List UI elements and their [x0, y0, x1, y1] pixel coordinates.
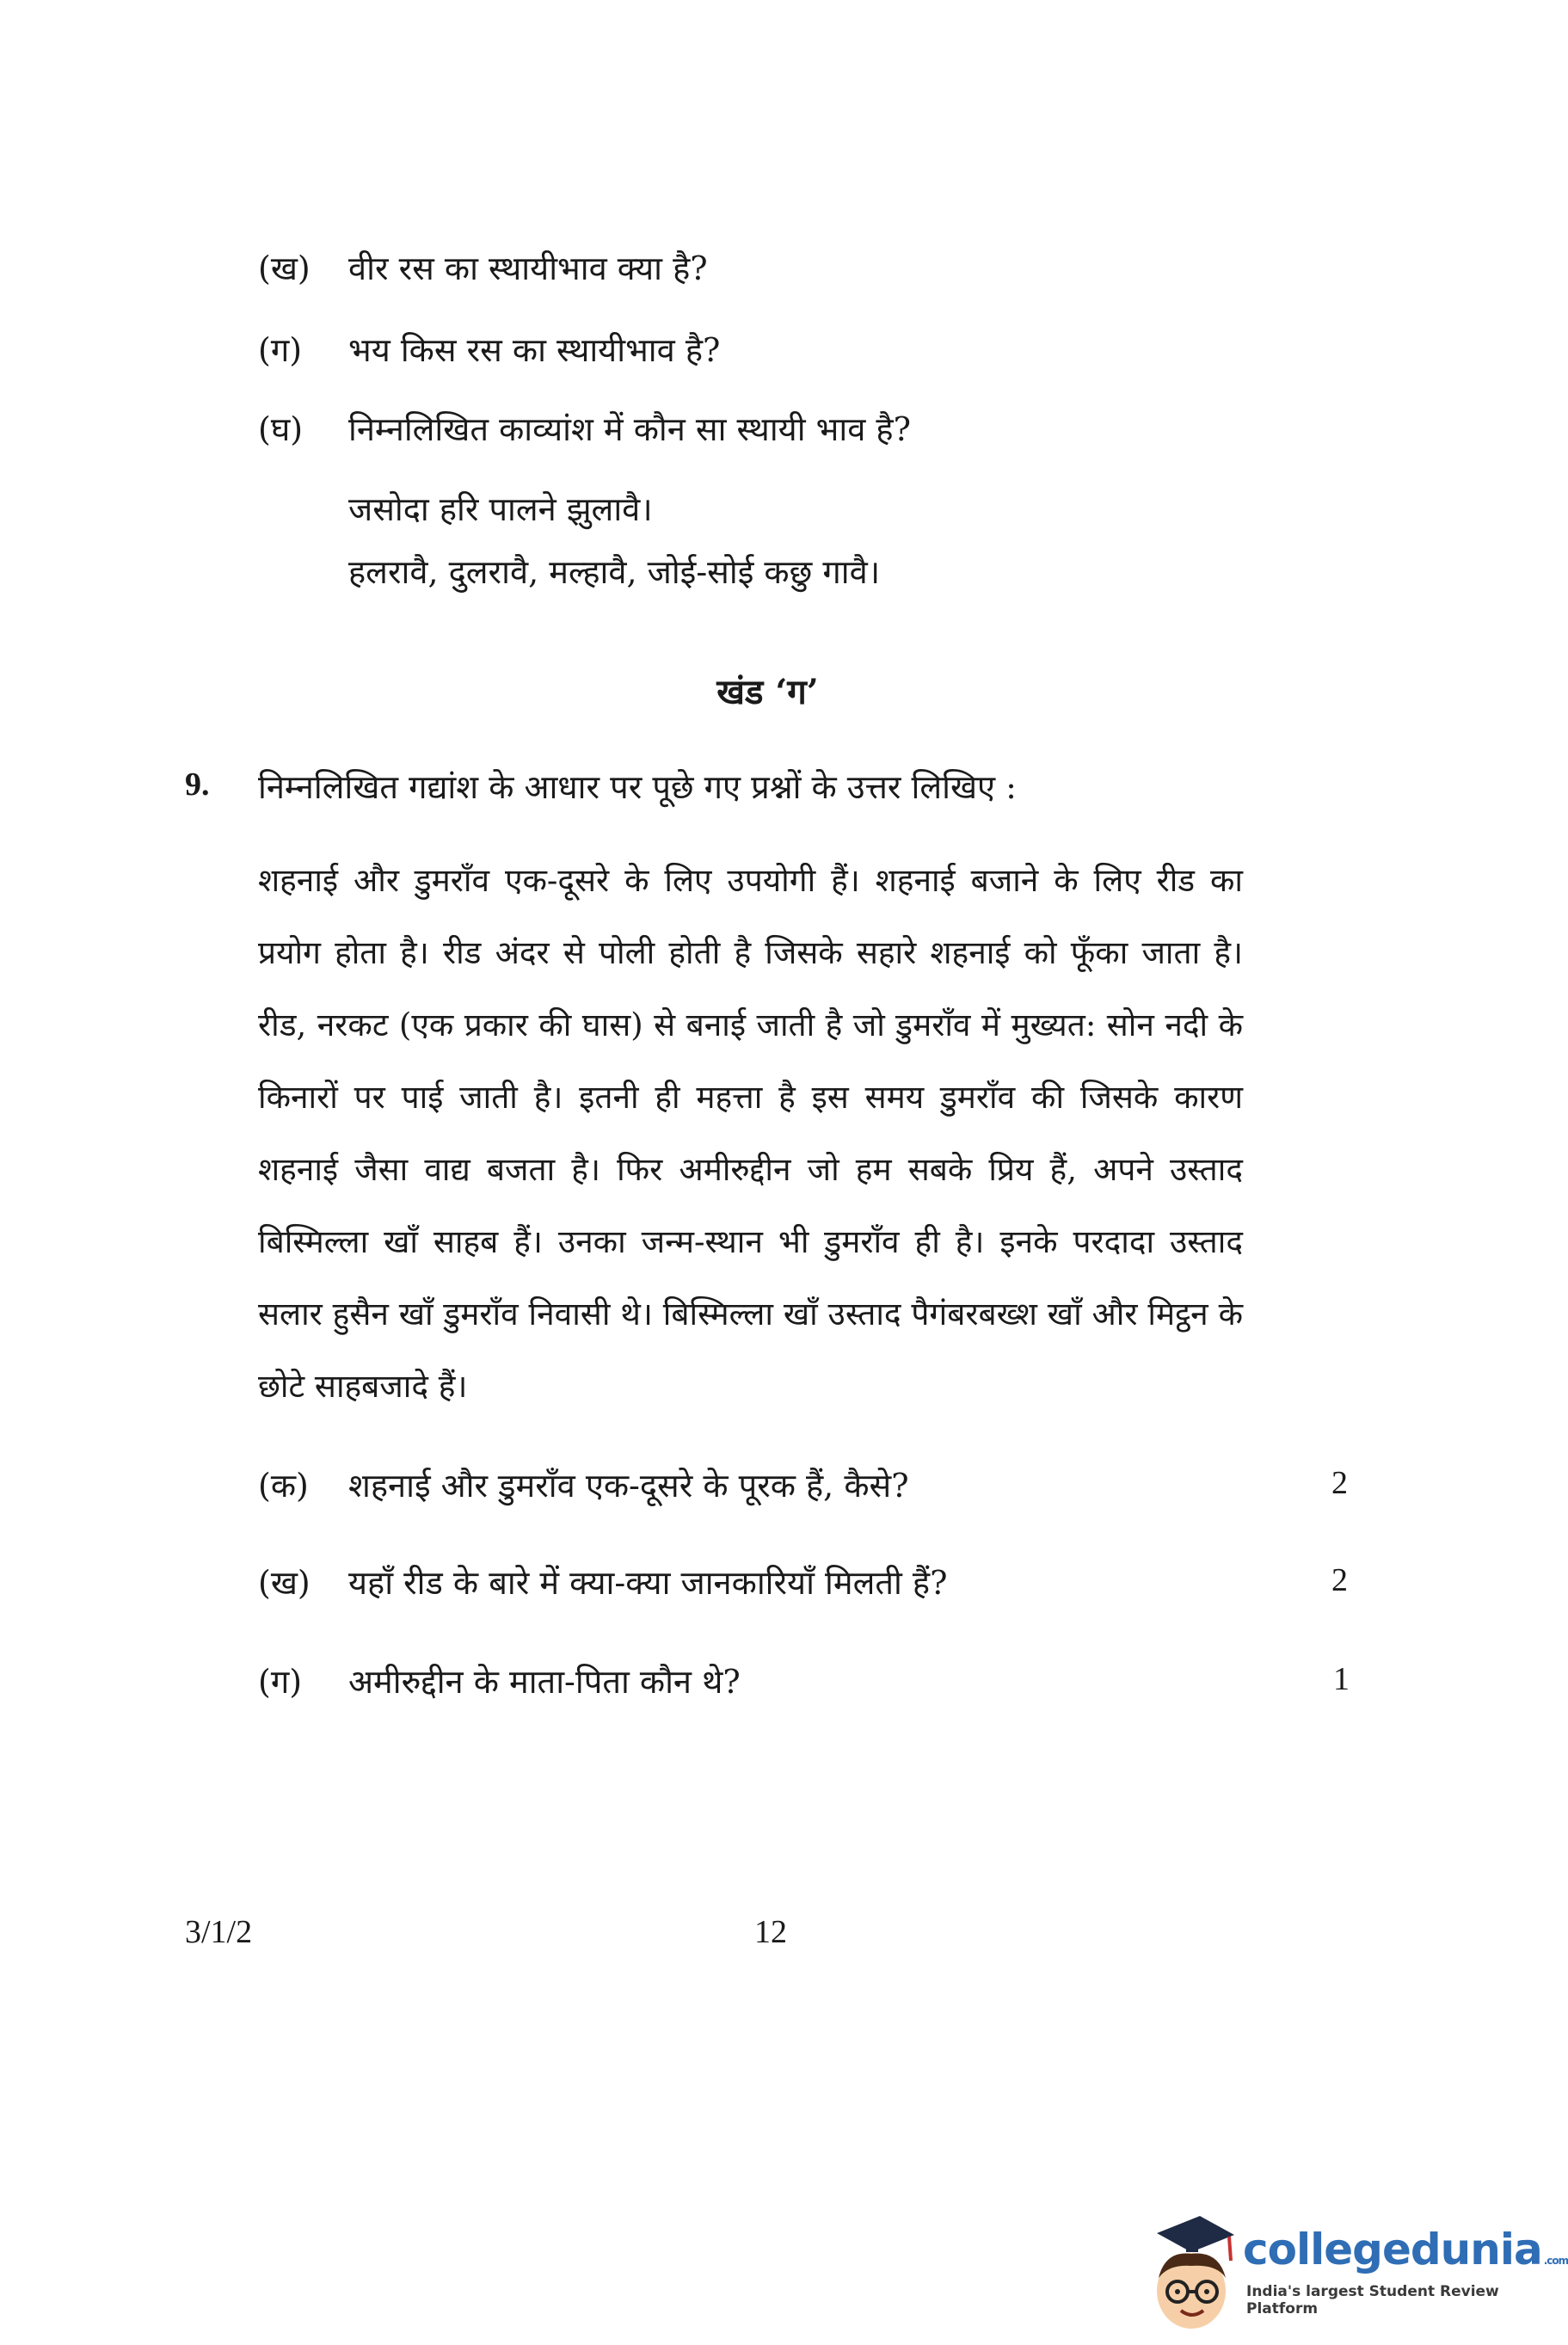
subq-label-ga-2: (ग): [258, 1663, 303, 1701]
verse-line-1: जसोदा हरि पालने झुलावै।: [348, 490, 653, 528]
brand-suffix: .com: [1543, 2255, 1568, 2267]
student-mascot-icon: [1140, 2209, 1243, 2338]
marks-ga: 1: [1333, 1661, 1350, 1697]
marks-ka: 2: [1331, 1465, 1348, 1501]
collegedunia-watermark: [1140, 2209, 1568, 2338]
subq-text-ga-2: अमीरुद्दीन के माता-पिता कौन थे?: [348, 1663, 741, 1701]
subq-text-ga: भय किस रस का स्थायीभाव है?: [348, 331, 721, 369]
verse-line-2: हलरावै, दुलरावै, मल्हावै, जोई-सोई कछु गावै।: [348, 553, 881, 591]
subq-label-kha-2: (ख): [258, 1564, 311, 1602]
question-instruction: निम्नलिखित गद्यांश के आधार पर पूछे गए प्रश्नों के उत्तर लिखिए :: [258, 768, 1017, 806]
paper-code: 3/1/2: [185, 1914, 253, 1950]
subq-label-kha: (ख): [258, 249, 311, 287]
subq-label-gha: (घ): [258, 410, 304, 448]
brand-name: collegedunia: [1243, 2225, 1542, 2274]
subq-text-gha: निम्नलिखित काव्यांश में कौन सा स्थायी भाव है?: [348, 410, 911, 448]
passage: शहनाई और डुमराँव एक-दूसरे के लिए उपयोगी हैं। शहनाई बजाने के लिए रीड का प्रयोग होता है। रीड अंदर से पोली होती है जिसके सहारे शहनाई को फूँका जाता है। रीड, नरकट (एक प्रकार की घास) से बनाई जाती है जो डुमराँव में मुख्यत: सोन नदी के किनारों पर पाई जाती है। इतनी ही महत्ता है इस समय डुमराँव की जिसके कारण शहनाई जैसा वाद्य बजता है। फिर अमीरुद्दीन जो हम सबके प्रिय हैं, अपने उस्ताद बिस्मिल्ला खाँ साहब हैं। उनका जन्म-स्थान भी डुमराँव ही है। इनके परदादा उस्ताद सलार हुसैन खाँ डुमराँव निवासी थे। बिस्मिल्ला खाँ उस्ताद पैगंबरबख्श खाँ और मिट्ठन के छोटे साहबजादे हैं।: [258, 862, 1243, 1405]
subq-text-ka: शहनाई और डुमराँव एक-दूसरे के पूरक हैं, कैसे?: [348, 1467, 909, 1505]
subq-label-ga: (ग): [258, 331, 303, 369]
question-number: 9.: [185, 766, 210, 803]
marks-kha: 2: [1331, 1562, 1348, 1598]
section-title: खंड ‘ग’: [716, 672, 819, 712]
subq-label-ka: (क): [258, 1467, 309, 1505]
subq-text-kha: वीर रस का स्थायीभाव क्या है?: [348, 249, 708, 287]
subq-text-kha-2: यहाँ रीड के बारे में क्या-क्या जानकारियाँ मिलती हैं?: [348, 1564, 948, 1602]
page-number: 12: [754, 1914, 787, 1950]
brand-tagline: India's largest Student Review Platform: [1246, 2283, 1499, 2317]
